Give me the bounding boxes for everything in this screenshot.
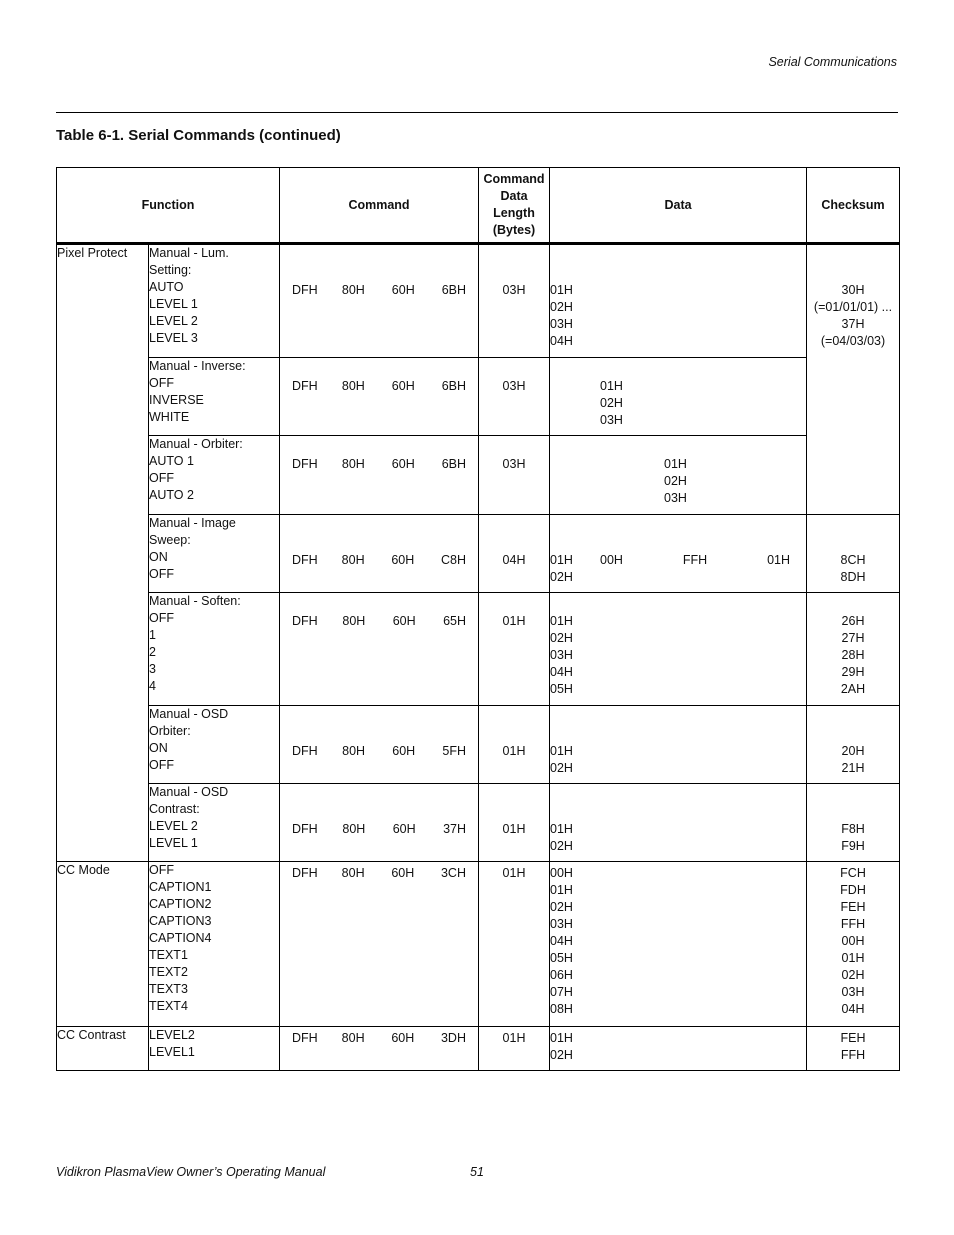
function-cell: CC Mode — [57, 862, 149, 1027]
spacer-line — [807, 804, 899, 821]
command-byte: DFH — [292, 553, 318, 567]
checksum-cell — [807, 706, 900, 784]
table-row — [57, 1027, 900, 1071]
data-line: 07H — [550, 985, 573, 999]
data-cell — [550, 784, 807, 862]
spacer-line — [550, 596, 806, 613]
spacer-line — [479, 361, 549, 378]
spacer-line — [280, 361, 478, 378]
data-line: 02H — [550, 761, 573, 775]
data-values — [550, 439, 806, 507]
setting-line: TEXT4 — [149, 999, 188, 1013]
length-value: 01H — [502, 822, 526, 836]
function-cell: Pixel Protect — [57, 244, 149, 862]
checksum-line: FFH — [840, 917, 866, 931]
command-byte: 60H — [391, 1031, 415, 1045]
setting-line: CAPTION4 — [149, 931, 212, 945]
data-cell — [550, 593, 807, 706]
spacer-line — [550, 709, 806, 726]
spacer-line — [479, 265, 549, 282]
setting-line: Sweep: — [149, 533, 191, 547]
data-values — [550, 248, 806, 350]
header-rule — [56, 112, 898, 113]
data-line: 01H — [550, 614, 573, 628]
command-cell — [280, 515, 479, 593]
data-values — [550, 709, 806, 777]
command-byte: 60H — [391, 553, 415, 567]
data-line: 01H — [550, 553, 573, 567]
data-line: 02H — [550, 300, 573, 314]
spacer-line — [479, 248, 549, 265]
data-line: 02H — [550, 839, 573, 853]
header-data: Data — [550, 168, 807, 244]
setting-line: OFF — [149, 863, 174, 877]
checksum-line: 2AH — [840, 682, 866, 696]
checksum-line: 03H — [841, 985, 865, 999]
setting-line: TEXT1 — [149, 948, 188, 962]
command-byte: 80H — [341, 553, 365, 567]
data-cell — [550, 436, 807, 515]
data-values — [550, 596, 806, 698]
checksum-cell — [807, 862, 900, 1027]
setting-line: OFF — [149, 376, 174, 390]
checksum-line: 02H — [841, 968, 865, 982]
page-number: 51 — [470, 1165, 484, 1179]
spacer-line — [479, 518, 549, 535]
setting-line: Contrast: — [149, 802, 200, 816]
data-line: 05H — [550, 951, 573, 965]
data-cell — [550, 358, 807, 436]
data-values — [550, 1030, 806, 1064]
setting-line: LEVEL2 — [149, 1028, 195, 1042]
spacer-line — [479, 787, 549, 804]
checksum-line: 04H — [841, 1002, 865, 1016]
setting-line: Setting: — [149, 263, 192, 277]
setting-line: CAPTION2 — [149, 897, 212, 911]
command-byte: C8H — [440, 553, 466, 567]
checksum-cell — [807, 515, 900, 593]
header-length-line: Length — [493, 206, 535, 220]
setting-line: Manual - OSD — [149, 785, 229, 799]
header-data-length — [479, 168, 550, 244]
checksum-line: 01H — [841, 951, 865, 965]
setting-line: LEVEL 2 — [149, 314, 198, 328]
spacer-line — [807, 787, 899, 804]
data-line: 03H — [550, 648, 573, 662]
command-byte: 80H — [341, 866, 365, 880]
checksum-cell — [807, 784, 900, 862]
spacer-line — [280, 804, 478, 821]
checksum-line: 27H — [841, 631, 865, 645]
data-line: 01H — [550, 883, 573, 897]
data-line: 04H — [550, 665, 573, 679]
table-title: Table 6-1. Serial Commands (continued) — [56, 127, 341, 144]
spacer-line — [550, 535, 806, 552]
setting-cell — [149, 1027, 280, 1071]
spacer-line — [550, 265, 806, 282]
setting-line: Manual - Soften: — [149, 594, 241, 608]
command-bytes — [280, 1030, 478, 1047]
command-cell — [280, 862, 479, 1027]
data-line: 01H — [550, 822, 573, 836]
setting-cell — [149, 593, 280, 706]
length-value: 03H — [502, 379, 526, 393]
data-cell — [550, 706, 807, 784]
data-line: 02H — [550, 570, 573, 584]
length-value: 04H — [502, 553, 526, 567]
setting-line: AUTO 2 — [149, 488, 194, 502]
command-cell — [280, 593, 479, 706]
setting-line: WHITE — [149, 410, 190, 424]
length-value: 03H — [502, 457, 526, 471]
checksum-line: (=04/03/03) — [820, 334, 886, 348]
data-extra-byte: 01H — [767, 553, 791, 567]
data-line: 05H — [550, 682, 573, 696]
setting-line: LEVEL 3 — [149, 331, 198, 345]
checksum-line: 20H — [841, 744, 865, 758]
setting-line: CAPTION3 — [149, 914, 212, 928]
length-value: 01H — [502, 1031, 526, 1045]
command-bytes — [280, 613, 478, 630]
serial-commands-table — [56, 167, 900, 1071]
checksum-cell — [807, 244, 900, 515]
command-byte: 60H — [391, 866, 415, 880]
data-extra-bytes — [600, 552, 790, 569]
spacer-line — [479, 726, 549, 743]
command-byte: DFH — [292, 283, 318, 297]
command-byte: 60H — [392, 614, 416, 628]
data-cell — [550, 515, 807, 593]
command-byte: 65H — [443, 614, 467, 628]
command-byte: 60H — [392, 744, 416, 758]
data-line: 01H — [664, 457, 687, 471]
data-line: 01H — [550, 744, 573, 758]
setting-line: Orbiter: — [149, 724, 191, 738]
setting-line: ON — [149, 741, 168, 755]
command-byte: 80H — [341, 379, 365, 393]
command-byte: 60H — [392, 822, 416, 836]
command-bytes — [280, 865, 478, 882]
spacer-line — [550, 804, 806, 821]
setting-line: CAPTION1 — [149, 880, 212, 894]
setting-line: Manual - Orbiter: — [149, 437, 243, 451]
command-byte: 6BH — [441, 457, 467, 471]
table-row — [57, 784, 900, 862]
command-byte: 3CH — [440, 866, 466, 880]
length-cell — [479, 244, 550, 358]
checksum-line: F8H — [841, 822, 865, 836]
command-byte: 3DH — [440, 1031, 466, 1045]
checksum-line: FDH — [840, 883, 866, 897]
length-value: 01H — [502, 744, 526, 758]
length-cell — [479, 784, 550, 862]
spacer-line — [280, 518, 478, 535]
spacer-line — [479, 804, 549, 821]
data-line: 01H — [550, 283, 573, 297]
setting-cell — [149, 862, 280, 1027]
command-byte: DFH — [292, 614, 318, 628]
spacer-line — [280, 265, 478, 282]
setting-cell — [149, 436, 280, 515]
setting-line: 2 — [149, 645, 156, 659]
checksum-cell — [807, 593, 900, 706]
function-cell: CC Contrast — [57, 1027, 149, 1071]
checksum-line: 8DH — [840, 570, 866, 584]
command-byte: DFH — [292, 744, 318, 758]
spacer-line — [550, 518, 806, 535]
checksum-line: 26H — [841, 614, 865, 628]
header-length-line: Command — [483, 172, 545, 186]
command-byte: 80H — [342, 614, 366, 628]
checksum-line: FCH — [840, 866, 866, 880]
data-cell — [550, 244, 807, 358]
data-line: 01H — [600, 379, 623, 393]
checksum-line: FEH — [840, 1031, 866, 1045]
command-byte: DFH — [292, 1031, 318, 1045]
setting-cell — [149, 358, 280, 436]
table-row — [57, 436, 900, 515]
command-bytes — [280, 552, 478, 569]
spacer-line — [479, 709, 549, 726]
command-byte: 80H — [341, 457, 365, 471]
data-line: 03H — [550, 917, 573, 931]
command-bytes — [280, 378, 478, 395]
spacer-line — [807, 726, 899, 743]
data-values — [550, 787, 806, 855]
spacer-line — [550, 726, 806, 743]
setting-line: LEVEL 1 — [149, 297, 198, 311]
checksum-line: 30H — [841, 283, 865, 297]
length-cell — [479, 358, 550, 436]
data-line: 02H — [600, 396, 623, 410]
command-byte: DFH — [292, 379, 318, 393]
data-extra-byte: FFH — [682, 553, 708, 567]
command-byte: 6BH — [441, 379, 467, 393]
checksum-line: 37H — [841, 317, 865, 331]
setting-line: AUTO — [149, 280, 184, 294]
command-cell — [280, 436, 479, 515]
footer-manual-title: Vidikron PlasmaView Owner’s Operating Manual — [56, 1165, 326, 1179]
spacer-line — [479, 596, 549, 613]
setting-line: 1 — [149, 628, 156, 642]
setting-cell — [149, 244, 280, 358]
command-byte: 80H — [342, 822, 366, 836]
data-values — [550, 518, 806, 586]
data-line: 06H — [550, 968, 573, 982]
header-length-line: (Bytes) — [492, 223, 536, 237]
table-row — [57, 593, 900, 706]
data-extra-byte: 00H — [600, 553, 623, 567]
command-byte: 5FH — [442, 744, 467, 758]
command-cell — [280, 358, 479, 436]
length-cell — [479, 1027, 550, 1071]
setting-line: LEVEL 2 — [149, 819, 198, 833]
command-byte: 80H — [342, 744, 366, 758]
data-values — [550, 361, 806, 429]
length-cell — [479, 706, 550, 784]
command-byte: 6BH — [441, 283, 467, 297]
command-byte: DFH — [292, 866, 318, 880]
spacer-line — [280, 709, 478, 726]
table-header-row — [57, 168, 900, 244]
command-byte: 37H — [443, 822, 467, 836]
data-line: 02H — [550, 1048, 573, 1062]
setting-line: 3 — [149, 662, 156, 676]
data-values — [550, 865, 806, 1018]
data-line: 04H — [550, 934, 573, 948]
data-line: 08H — [550, 1002, 573, 1016]
spacer-line — [280, 787, 478, 804]
spacer-line — [807, 518, 899, 535]
setting-line: Manual - Inverse: — [149, 359, 246, 373]
spacer-line — [550, 248, 806, 265]
spacer-line — [807, 709, 899, 726]
setting-line: TEXT3 — [149, 982, 188, 996]
checksum-cell — [807, 1027, 900, 1071]
spacer-line — [807, 265, 899, 282]
data-line: 03H — [600, 413, 623, 427]
data-line: 03H — [664, 491, 687, 505]
setting-cell — [149, 706, 280, 784]
length-value: 01H — [502, 866, 526, 880]
running-header: Serial Communications — [768, 55, 897, 69]
checksum-line: 21H — [841, 761, 865, 775]
command-cell — [280, 1027, 479, 1071]
command-cell — [280, 244, 479, 358]
spacer-line — [664, 439, 806, 456]
data-cell — [550, 862, 807, 1027]
spacer-line — [600, 361, 806, 378]
setting-line: ON — [149, 550, 168, 564]
spacer-line — [807, 596, 899, 613]
checksum-line: FFH — [840, 1048, 866, 1062]
setting-cell — [149, 515, 280, 593]
setting-cell — [149, 784, 280, 862]
table-row — [57, 244, 900, 358]
command-byte: 60H — [391, 283, 415, 297]
command-byte: 80H — [341, 1031, 365, 1045]
setting-line: LEVEL1 — [149, 1045, 195, 1059]
setting-line: INVERSE — [149, 393, 204, 407]
command-bytes — [280, 282, 478, 299]
length-value: 03H — [502, 283, 526, 297]
setting-line: AUTO 1 — [149, 454, 194, 468]
setting-line: OFF — [149, 758, 174, 772]
data-line: 00H — [550, 866, 573, 880]
command-cell — [280, 784, 479, 862]
checksum-line: (=01/01/01) ... — [813, 300, 893, 314]
setting-line: OFF — [149, 471, 174, 485]
checksum-line: F9H — [841, 839, 865, 853]
command-byte: 60H — [391, 457, 415, 471]
spacer-line — [280, 535, 478, 552]
table-row — [57, 706, 900, 784]
data-line: 02H — [550, 900, 573, 914]
data-line: 04H — [550, 334, 573, 348]
spacer-line — [479, 439, 549, 456]
command-bytes — [280, 821, 478, 838]
data-line: 01H — [550, 1031, 573, 1045]
setting-line: Manual - Image — [149, 516, 236, 530]
setting-line: Manual - Lum. — [149, 246, 229, 260]
checksum-line: FEH — [840, 900, 866, 914]
spacer-line — [280, 439, 478, 456]
setting-line: LEVEL 1 — [149, 836, 198, 850]
command-byte: DFH — [292, 457, 318, 471]
command-byte: DFH — [292, 822, 318, 836]
command-bytes — [280, 456, 478, 473]
length-cell — [479, 593, 550, 706]
data-line: 03H — [550, 317, 573, 331]
setting-line: 4 — [149, 679, 156, 693]
spacer-line — [807, 535, 899, 552]
checksum-line: 28H — [841, 648, 865, 662]
length-cell — [479, 862, 550, 1027]
spacer-line — [550, 787, 806, 804]
checksum-line: 8CH — [840, 553, 866, 567]
setting-line: OFF — [149, 611, 174, 625]
table-body — [57, 244, 900, 1071]
header-function: Function — [57, 168, 280, 244]
setting-line: Manual - OSD — [149, 707, 229, 721]
header-length-line: Data — [500, 189, 528, 203]
length-cell — [479, 515, 550, 593]
header-command: Command — [280, 168, 479, 244]
setting-line: OFF — [149, 567, 174, 581]
spacer-line — [280, 596, 478, 613]
data-cell — [550, 1027, 807, 1071]
spacer-line — [479, 535, 549, 552]
data-line: 02H — [664, 474, 687, 488]
checksum-line: 00H — [841, 934, 865, 948]
spacer-line — [280, 248, 478, 265]
header-checksum: Checksum — [807, 168, 900, 244]
data-line: 02H — [550, 631, 573, 645]
command-bytes — [280, 743, 478, 760]
length-cell — [479, 436, 550, 515]
spacer-line — [280, 726, 478, 743]
checksum-line: 29H — [841, 665, 865, 679]
length-value: 01H — [502, 614, 526, 628]
command-cell — [280, 706, 479, 784]
table-row — [57, 862, 900, 1027]
table-row — [57, 358, 900, 436]
spacer-line — [807, 248, 899, 265]
table-row — [57, 515, 900, 593]
setting-line: TEXT2 — [149, 965, 188, 979]
command-byte: 80H — [341, 283, 365, 297]
command-byte: 60H — [391, 379, 415, 393]
